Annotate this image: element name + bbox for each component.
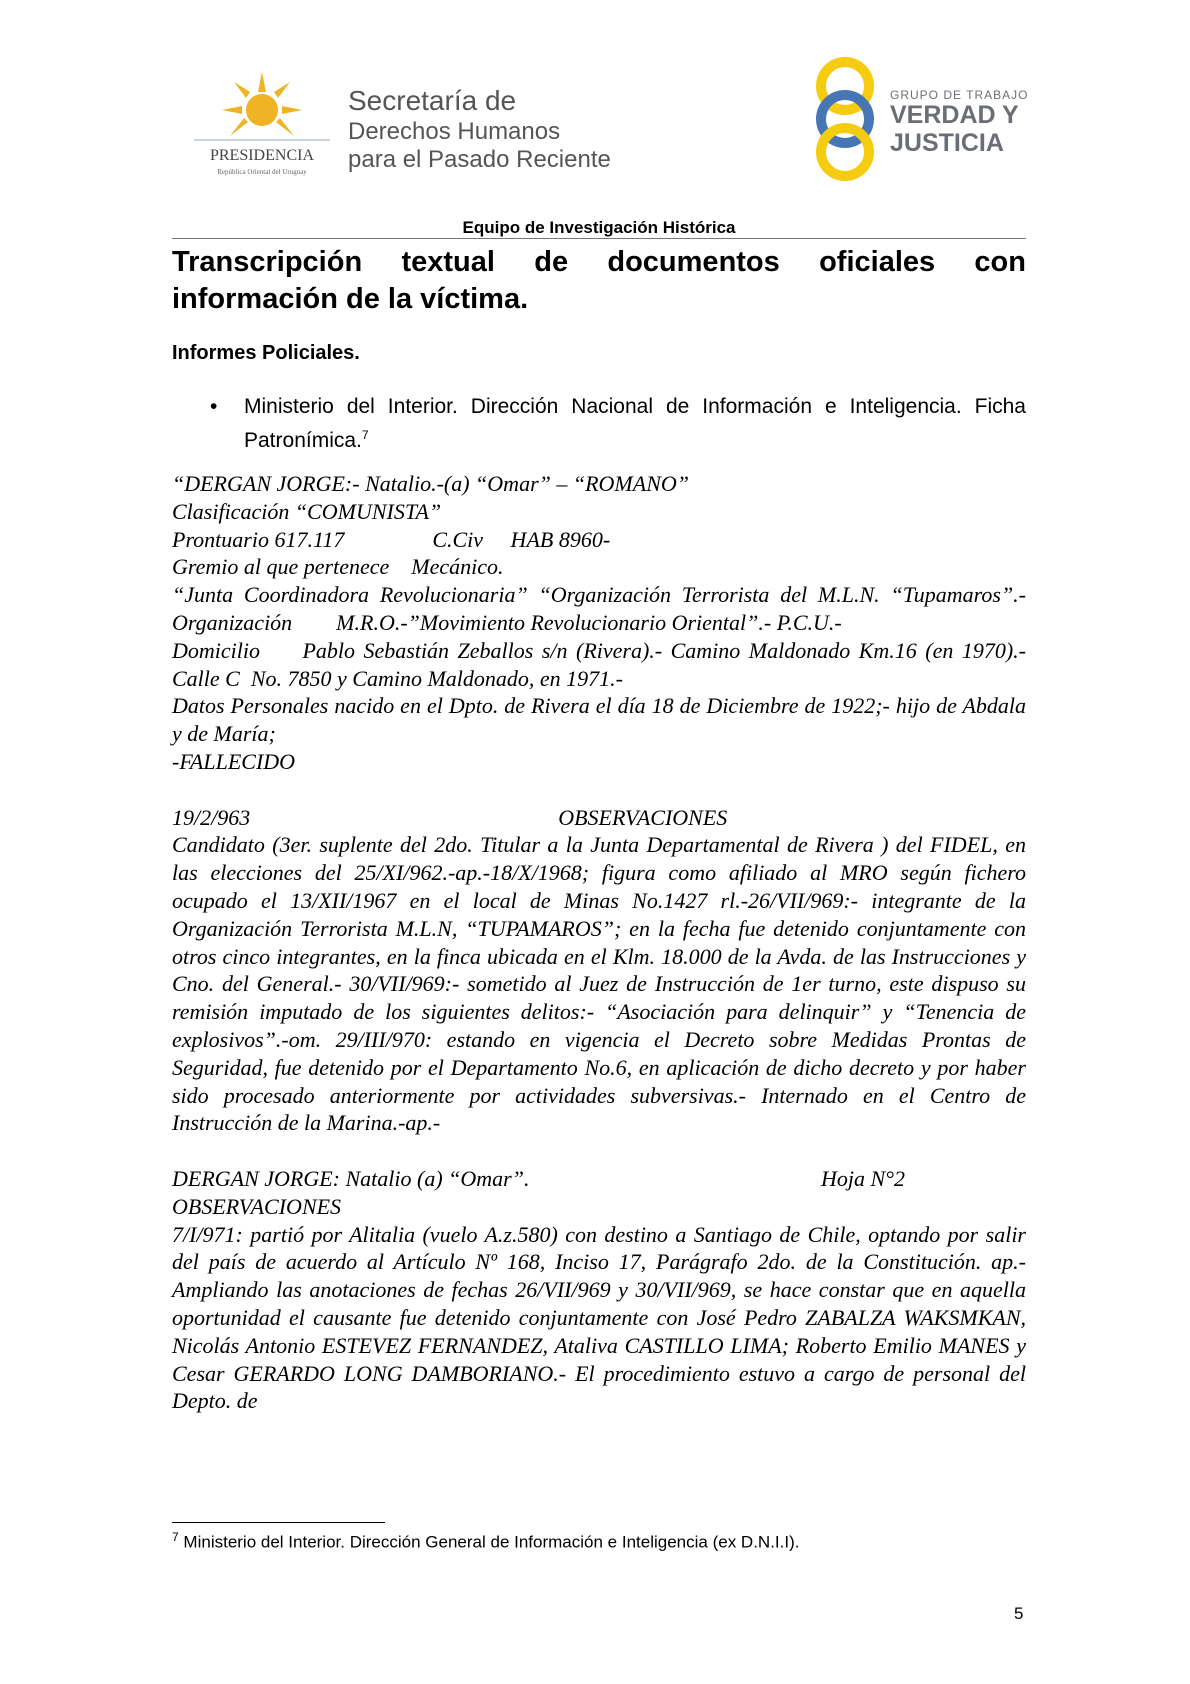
body-paragraph: 19/2/963 OBSERVACIONES bbox=[172, 804, 728, 830]
secretaria-line-2: Derechos Humanos bbox=[348, 117, 561, 145]
footnote-ref: 7 bbox=[361, 428, 369, 442]
section-heading: Informes Policiales. bbox=[172, 342, 360, 364]
secretaria-line-3: para el Pasado Reciente bbox=[348, 146, 611, 174]
secretaria-line-1: Secretaría de bbox=[348, 85, 517, 116]
grupo-trabajo-text bbox=[890, 88, 1028, 157]
grupo-small: GRUPO DE TRABAJO bbox=[890, 88, 1029, 102]
header-rule bbox=[172, 238, 1026, 239]
footnote-text: Ministerio del Interior. Dirección General de Información e Inteligencia (ex D.N.I.I). bbox=[183, 1532, 800, 1552]
body-paragraph: Domicilio Pablo Sebastián Zeballos s/n (Rivera).- Camino Maldonado Km.16 (en 1970).- Calle C No. 7850 y Camino Maldonado, en 1971.- bbox=[172, 637, 1032, 691]
body-paragraph: “DERGAN JORGE:- Natalio.-(a) “Omar” – “ROMANO” bbox=[172, 471, 689, 496]
presidencia-wordmark: PRESIDENCIA bbox=[209, 147, 315, 164]
verdad-justicia-logo bbox=[810, 56, 880, 182]
letterhead bbox=[170, 60, 1050, 190]
body-paragraph: DERGAN JORGE: Natalio (a) “Omar”. Hoja N°2 bbox=[172, 1165, 905, 1191]
bullet-dot: • bbox=[210, 395, 218, 418]
footnote bbox=[172, 1530, 799, 1553]
body-paragraph: Datos Personales nacido en el Dpto. de Rivera el día 18 de Diciembre de 1922;- hijo de Abdala y de María; bbox=[172, 693, 1032, 747]
bullet-text: Ministerio del Interior. Dirección Nacional de Información e Inteligencia. Ficha Patronímica. bbox=[244, 395, 1026, 452]
page-number: 5 bbox=[1014, 1604, 1024, 1623]
body-paragraph: -FALLECIDO bbox=[172, 748, 296, 774]
transcription-body bbox=[172, 470, 1032, 1415]
body-paragraph: Prontuario 617.117 C.Civ HAB 8960- bbox=[172, 526, 611, 552]
footnote-rule bbox=[172, 1522, 385, 1523]
body-paragraph: Gremio al que pertenece Mecánico. bbox=[172, 554, 504, 580]
blank-line bbox=[172, 1137, 1026, 1165]
blank-line bbox=[172, 776, 1026, 804]
body-paragraph: “Junta Coordinadora Revolucionaria” “Organización Terrorista del M.L.N. “Tupamaros”.- Organización M.R.O.-”Movimiento Revolucionario Oriental”.- P.C.U.- bbox=[172, 582, 1032, 635]
secretaria-title bbox=[348, 84, 611, 175]
body-paragraph: OBSERVACIONES bbox=[172, 1193, 342, 1219]
grupo-line-1: VERDAD Y bbox=[890, 101, 1019, 129]
body-paragraph: 7/I/971: partió por Alitalia (vuelo A.z.580) con destino a Santiago de Chile, optando por salir del país de acuerdo al Artículo Nº 168, Inciso 17, Parágrafo 2do. de la Constitución. ap.-Ampliando las anotaciones de fechas 26/VII/969 y 30/VII/969, se hace constar que en aquella oportunidad el causante fue detenido conjuntamente con José Pedro ZABALZA WAKSMKAN, Nicolás Antonio ESTEVEZ FERNANDEZ, Ataliva CASTILLO LIMA; Roberto Emilio MANES y Cesar GERARDO LONG DAMBORIANO.- El procedimiento estuvo a cargo de personal del Depto. de bbox=[172, 1221, 1032, 1414]
presidencia-sun-logo bbox=[190, 70, 340, 180]
body-paragraph: Clasificación “COMUNISTA” bbox=[172, 498, 442, 524]
body-paragraph: Candidato (3er. suplente del 2do. Titular a la Junta Departamental de Rivera ) del FIDEL, en las elecciones del 25/XI/962.-ap.-18/X/1968; figura como afiliado al MRO según fichero ocupado el 13/XII/1967 en el local de Minas No.1427 rl.-26/VII/969:- integrante de la Organización Terrorista M.L.N, “TUPAMAROS”; en la fecha fue detenido conjuntamente con otros cinco integrantes, en la finca ubicada en el Klm. 18.000 de la Avda. de las Instrucciones y Cno. del General.- 30/VII/969:- sometido al Juez de Instrucción de 1er turno, este dispuso su remisión imputado de los siguientes delitos:- “Asociación para delinquir” y “Tenencia de explosivos”.-om. 29/III/970: estando en vigencia el Decreto sobre Medidas Prontas de Seguridad, fue detenido por el Departamento No.6, en aplicación de dicho decreto y por haber sido procesado anteriormente por actividades subversivas.- Internado en el Centro de Instrucción de la Marina.-ap.- bbox=[172, 832, 1032, 1136]
grupo-line-2: JUSTICIA bbox=[890, 128, 1004, 157]
presidencia-subtitle: República Oriental del Uruguay bbox=[217, 168, 307, 176]
team-heading: Equipo de Investigación Histórica bbox=[462, 218, 736, 237]
document-title: Transcripción textual de documentos oficiales con información de la víctima. bbox=[172, 246, 1026, 315]
footnote-number: 7 bbox=[172, 1530, 179, 1544]
